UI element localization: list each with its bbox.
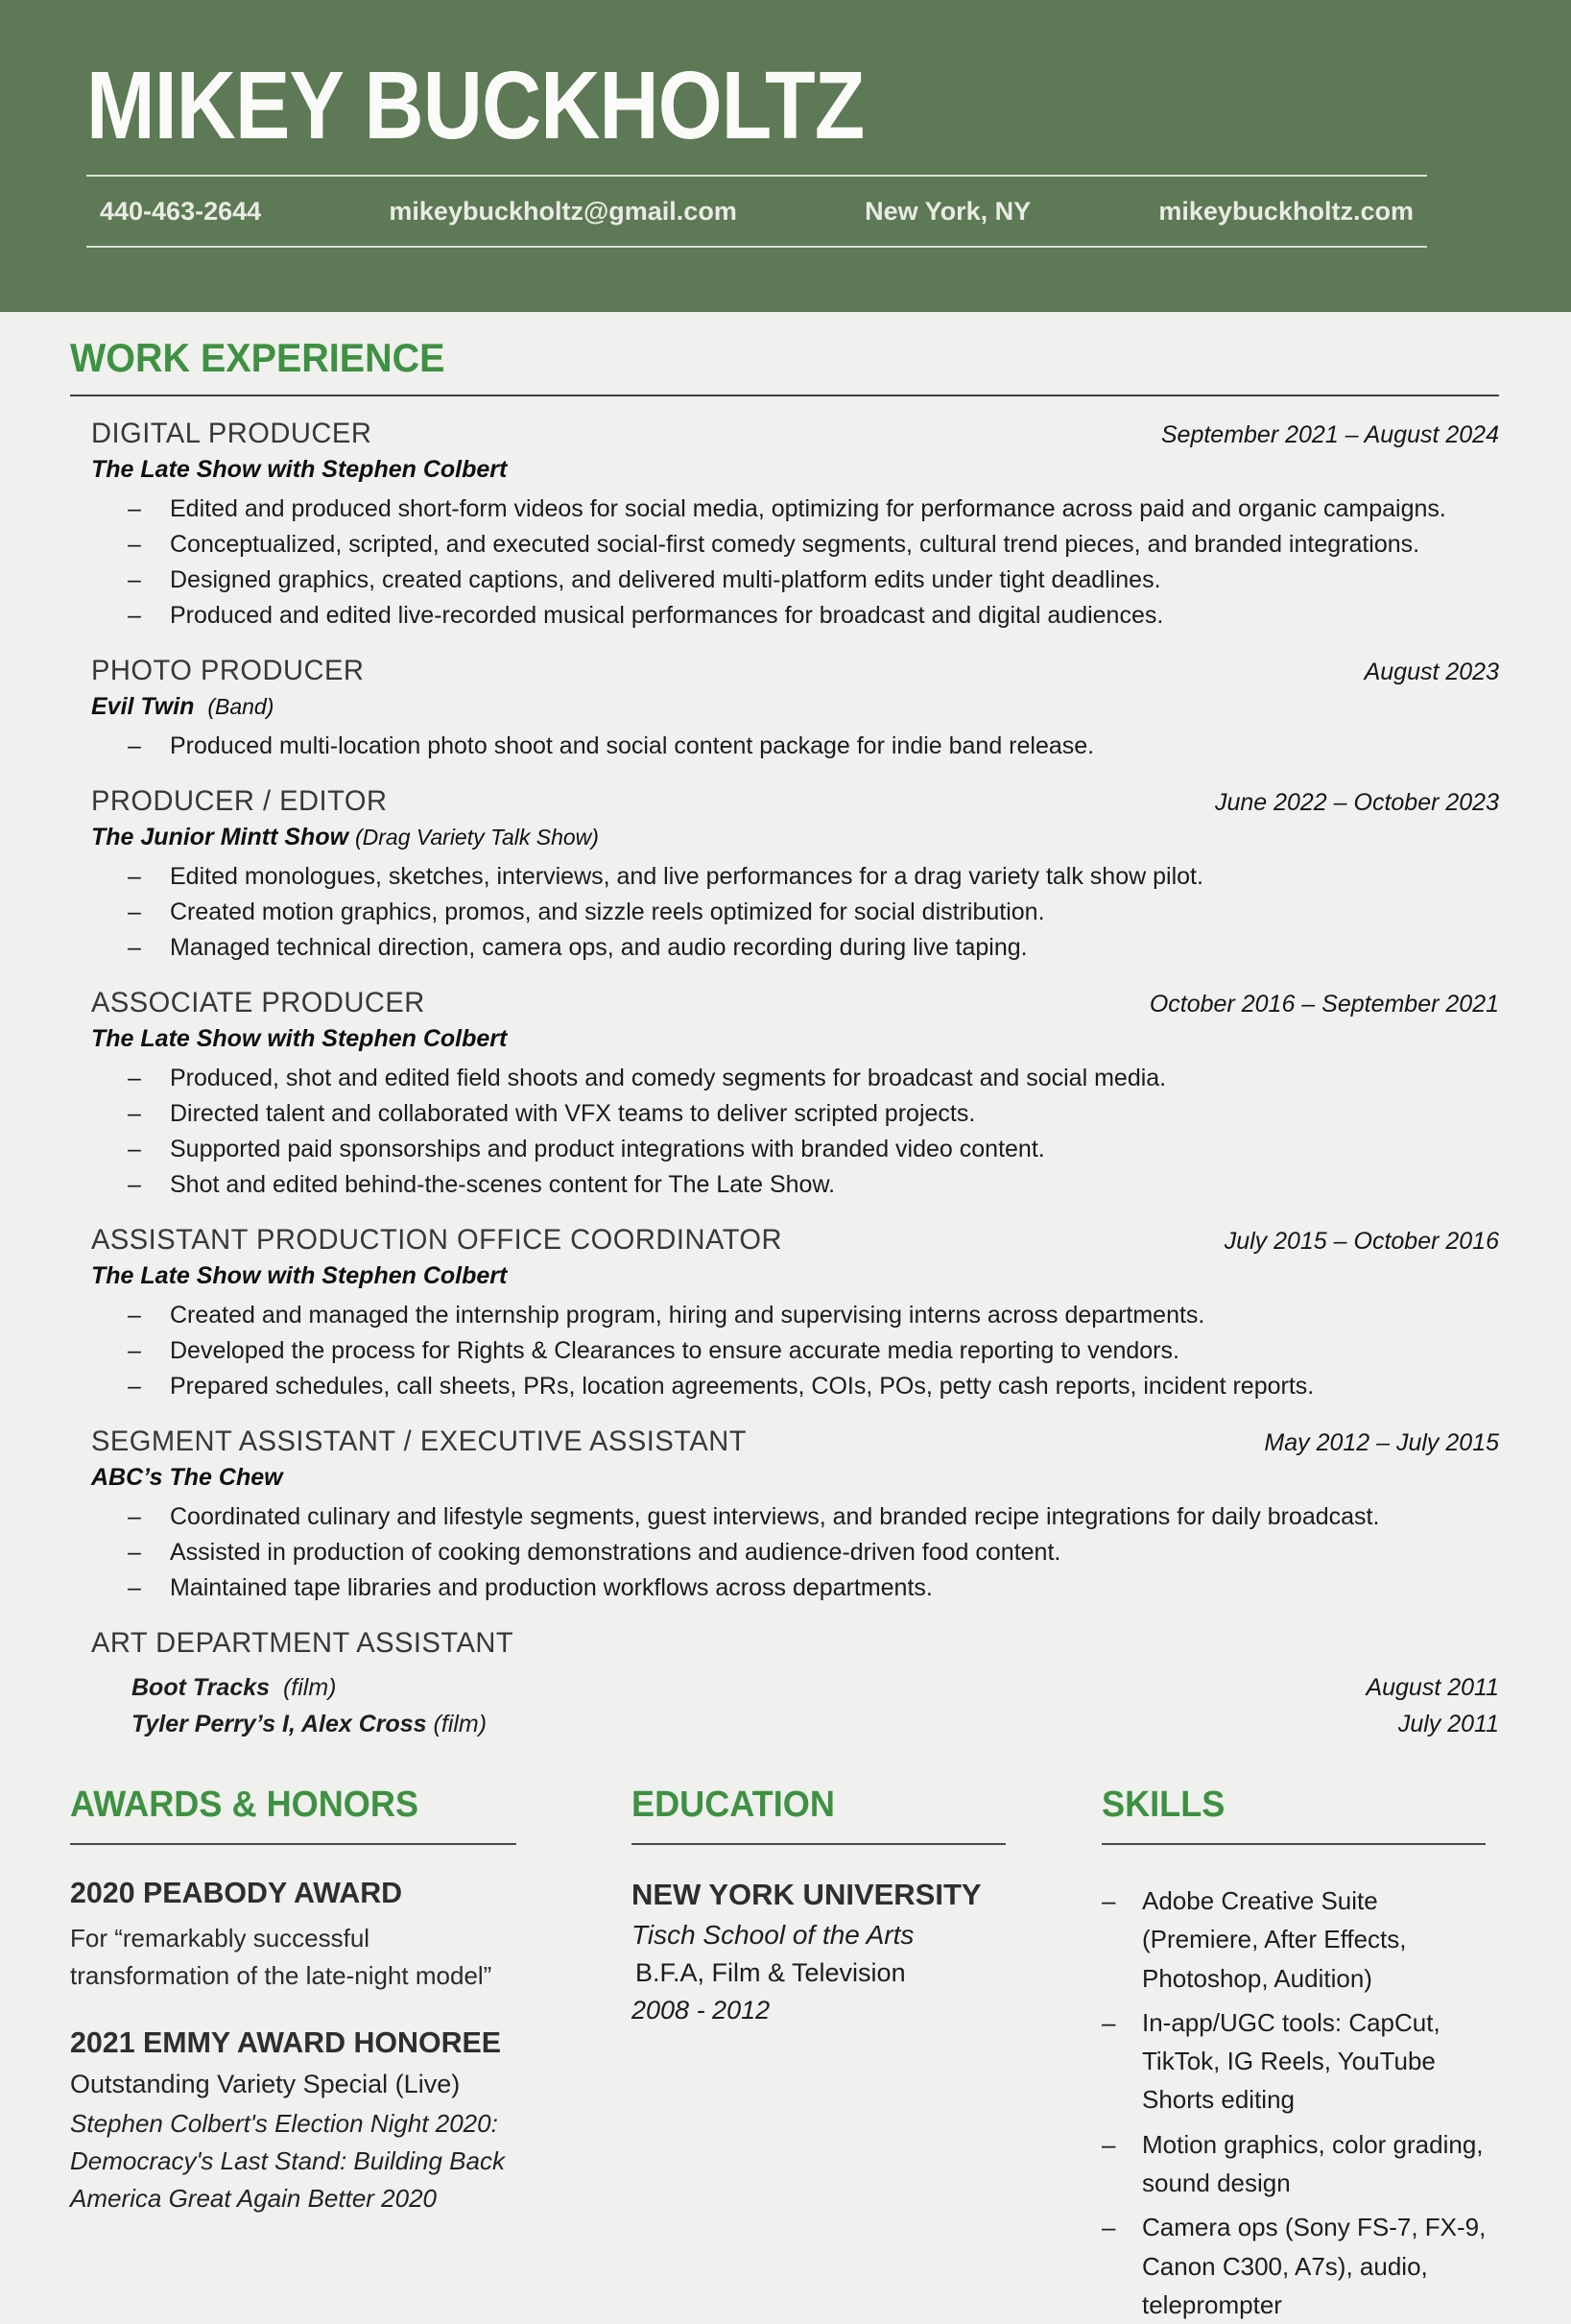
education-school: NEW YORK UNIVERSITY bbox=[631, 1878, 982, 1911]
job-company: Evil Twin bbox=[91, 693, 195, 720]
job-bullets bbox=[91, 1061, 1499, 1203]
skill-item: – Camera ops (Sony FS-7, FX-9, Canon C300, A7s), audio, teleprompter bbox=[1102, 2208, 1499, 2324]
job-entry bbox=[91, 418, 1499, 634]
header-band bbox=[0, 0, 1571, 312]
job-dates: July 2015 – October 2016 bbox=[1224, 1228, 1499, 1255]
skills-section bbox=[1102, 1785, 1499, 2324]
film-name: Boot Tracks bbox=[131, 1674, 271, 1701]
contact-website: mikeybuckholtz.com bbox=[1158, 196, 1414, 226]
job-entry bbox=[91, 1224, 1499, 1404]
job-bullets bbox=[91, 729, 1499, 764]
work-experience-heading: WORK EXPERIENCE bbox=[70, 335, 445, 380]
job-bullets bbox=[91, 491, 1499, 634]
job-bullet: – Created and managed the internship program, hiring and supervising interns across departments. bbox=[91, 1298, 1499, 1333]
job-bullet: – Designed graphics, created captions, and delivered multi-platform edits under tight deadlines. bbox=[91, 563, 1499, 598]
skills-heading: SKILLS bbox=[1102, 1785, 1226, 1825]
film-date: August 2011 bbox=[1366, 1674, 1499, 1701]
job-entry bbox=[91, 987, 1499, 1203]
section-divider bbox=[631, 1843, 1006, 1845]
job-title: ASSOCIATE PRODUCER bbox=[91, 987, 425, 1018]
resume-body bbox=[0, 312, 1571, 2324]
education-degree: B.F.A, Film & Television bbox=[635, 1958, 906, 1987]
job-header bbox=[91, 1224, 1499, 1257]
job-company-line bbox=[91, 693, 1499, 721]
skill-item: – In-app/UGC tools: CapCut, TikTok, IG Reels, YouTube Shorts editing bbox=[1102, 2003, 1499, 2120]
job-company-line bbox=[91, 1464, 1499, 1492]
job-entry bbox=[91, 785, 1499, 966]
job-company: The Late Show with Stephen Colbert bbox=[91, 456, 508, 483]
film-credits bbox=[91, 1669, 1499, 1742]
education-section bbox=[631, 1785, 1044, 2324]
contact-email: mikeybuckholtz@gmail.com bbox=[389, 196, 737, 226]
skill-item: – Motion graphics, color grading, sound design bbox=[1102, 2125, 1499, 2203]
job-bullets bbox=[91, 1298, 1499, 1404]
award-title: 2021 EMMY AWARD HONOREE bbox=[70, 2025, 502, 2059]
award-title: 2020 PEABODY AWARD bbox=[70, 1876, 403, 1909]
job-title: SEGMENT ASSISTANT / EXECUTIVE ASSISTANT bbox=[91, 1426, 747, 1457]
job-bullet: – Produced multi-location photo shoot and social content package for indie band release. bbox=[91, 729, 1499, 764]
job-company: The Late Show with Stephen Colbert bbox=[91, 1025, 508, 1052]
job-company-line bbox=[91, 1025, 1499, 1053]
job-bullet: – Coordinated culinary and lifestyle segments, guest interviews, and branded recipe integrations for daily broadcast. bbox=[91, 1499, 1499, 1535]
job-entry bbox=[91, 1627, 1499, 1742]
job-title: PRODUCER / EDITOR bbox=[91, 785, 388, 817]
job-company-note: (Band) bbox=[207, 694, 274, 719]
job-bullet: – Produced and edited live-recorded musical performances for broadcast and digital audiences. bbox=[91, 598, 1499, 634]
contact-phone: 440-463-2644 bbox=[100, 196, 262, 226]
section-divider bbox=[70, 1843, 516, 1845]
education-college: Tisch School of the Arts bbox=[631, 1920, 915, 1950]
job-bullet: – Edited and produced short-form videos for social media, optimizing for performance across paid and organic campaigns. bbox=[91, 491, 1499, 527]
film-credit-row bbox=[131, 1669, 1499, 1706]
job-company-line bbox=[91, 1262, 1499, 1290]
job-bullet: – Supported paid sponsorships and product integrations with branded video content. bbox=[91, 1132, 1499, 1167]
job-dates: October 2016 – September 2021 bbox=[1149, 991, 1499, 1018]
job-header bbox=[91, 655, 1499, 687]
award-entry bbox=[70, 1876, 574, 1995]
job-title: DIGITAL PRODUCER bbox=[91, 418, 372, 449]
job-company: ABC’s The Chew bbox=[91, 1464, 283, 1491]
film-title-group bbox=[131, 1706, 487, 1742]
job-entry bbox=[91, 655, 1499, 764]
job-bullet: – Created motion graphics, promos, and sizzle reels optimized for social distribution. bbox=[91, 895, 1499, 930]
job-dates: August 2023 bbox=[1364, 659, 1499, 685]
job-bullet: – Conceptualized, scripted, and executed social-first comedy segments, cultural trend pieces, and branded integrations. bbox=[91, 527, 1499, 563]
job-bullets bbox=[91, 1499, 1499, 1606]
job-list bbox=[70, 418, 1499, 1742]
job-bullet: – Developed the process for Rights & Clearances to ensure accurate media reporting to vendors. bbox=[91, 1333, 1499, 1369]
job-dates: May 2012 – July 2015 bbox=[1264, 1429, 1499, 1456]
film-note: (film) bbox=[282, 1674, 337, 1701]
job-title: ART DEPARTMENT ASSISTANT bbox=[91, 1627, 514, 1659]
section-divider bbox=[1102, 1843, 1486, 1845]
job-company-line bbox=[91, 456, 1499, 484]
job-header bbox=[91, 785, 1499, 818]
skills-list bbox=[1102, 1881, 1499, 2324]
person-name: MIKEY BUCKHOLTZ bbox=[86, 52, 865, 159]
job-header bbox=[91, 987, 1499, 1019]
job-header bbox=[91, 1426, 1499, 1458]
skill-item: – Adobe Creative Suite (Premiere, After Effects, Photoshop, Audition) bbox=[1102, 1881, 1499, 1998]
job-bullet: – Shot and edited behind-the-scenes content for The Late Show. bbox=[91, 1167, 1499, 1203]
job-company-note: (Drag Variety Talk Show) bbox=[354, 825, 599, 850]
awards-section bbox=[70, 1785, 574, 2324]
job-bullet: – Prepared schedules, call sheets, PRs, location agreements, COIs, POs, petty cash reports, incident reports. bbox=[91, 1369, 1499, 1404]
job-company: The Late Show with Stephen Colbert bbox=[91, 1262, 508, 1289]
contact-location: New York, NY bbox=[865, 196, 1032, 226]
job-bullet: – Produced, shot and edited field shoots and comedy segments for broadcast and social media. bbox=[91, 1061, 1499, 1096]
award-detail: Stephen Colbert's Election Night 2020: Democracy's Last Stand: Building Back America Great Again Better 2020 bbox=[70, 2109, 505, 2213]
job-header bbox=[91, 418, 1499, 450]
awards-heading: AWARDS & HONORS bbox=[70, 1785, 419, 1825]
job-dates: September 2021 – August 2024 bbox=[1160, 421, 1499, 448]
job-bullet: – Edited monologues, sketches, interviews, and live performances for a drag variety talk show pilot. bbox=[91, 859, 1499, 895]
contact-bar bbox=[86, 175, 1427, 248]
job-bullet: – Managed technical direction, camera ops, and audio recording during live taping. bbox=[91, 930, 1499, 966]
job-entry bbox=[91, 1426, 1499, 1606]
film-name: Tyler Perry’s I, Alex Cross bbox=[131, 1711, 427, 1737]
award-description: For “remarkably successful transformation of the late-night model” bbox=[70, 1924, 492, 1990]
film-credit-row bbox=[131, 1706, 1499, 1742]
film-title-group bbox=[131, 1669, 336, 1706]
award-subtitle: Outstanding Variety Special (Live) bbox=[70, 2070, 461, 2098]
job-title: PHOTO PRODUCER bbox=[91, 655, 365, 686]
job-bullet: – Maintained tape libraries and production workflows across departments. bbox=[91, 1570, 1499, 1606]
job-company-line bbox=[91, 824, 1499, 851]
bottom-columns bbox=[70, 1785, 1499, 2324]
education-heading: EDUCATION bbox=[631, 1785, 835, 1825]
film-note: (film) bbox=[433, 1711, 488, 1737]
film-date: July 2011 bbox=[1397, 1711, 1499, 1737]
education-years: 2008 - 2012 bbox=[631, 1996, 771, 2025]
job-header bbox=[91, 1627, 1499, 1660]
job-company: The Junior Mintt Show bbox=[91, 824, 349, 851]
job-bullet: – Assisted in production of cooking demonstrations and audience-driven food content. bbox=[91, 1535, 1499, 1570]
job-bullets bbox=[91, 859, 1499, 966]
job-bullet: – Directed talent and collaborated with VFX teams to deliver scripted projects. bbox=[91, 1096, 1499, 1132]
award-entry bbox=[70, 2025, 574, 2217]
job-title: ASSISTANT PRODUCTION OFFICE COORDINATOR bbox=[91, 1224, 783, 1256]
section-divider bbox=[70, 395, 1499, 396]
job-dates: June 2022 – October 2023 bbox=[1214, 789, 1499, 816]
